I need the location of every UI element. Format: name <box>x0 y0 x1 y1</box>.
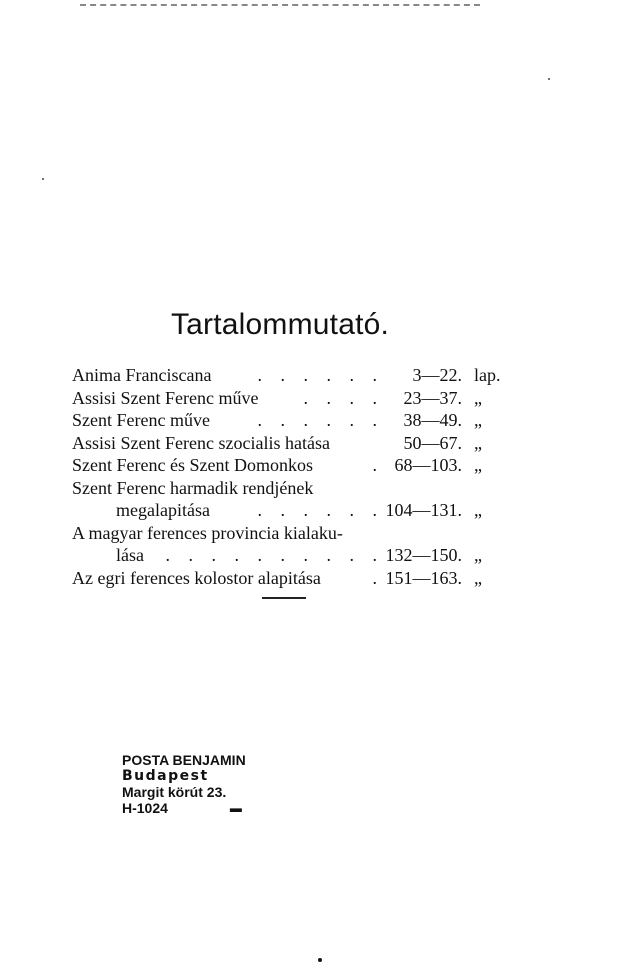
toc-entry <box>72 432 512 455</box>
stamp-city: Budapest <box>122 768 209 784</box>
toc-leader-dots: . . . . . . <box>257 410 384 430</box>
toc-entry-title: Anima Franciscana <box>72 365 212 385</box>
toc-entry-title-continued: lása <box>116 545 144 565</box>
toc-ditto-mark: „ <box>474 545 482 565</box>
toc-entry <box>72 567 512 590</box>
page-title: Tartalommutató. <box>170 308 390 341</box>
toc-page-range: 3—22. <box>412 365 462 385</box>
top-edge-rule <box>80 4 480 6</box>
toc-entry <box>72 409 512 432</box>
toc-entry-continuation <box>72 544 512 567</box>
stamp-zip-row <box>122 800 246 816</box>
toc-ditto-mark: „ <box>474 455 482 475</box>
toc-page-range: 38—49. <box>403 410 462 430</box>
toc-entry <box>72 477 512 500</box>
table-of-contents <box>72 364 512 589</box>
toc-entry-title: Szent Ferenc és Szent Domonkos <box>72 455 313 475</box>
toc-leader-dots: . . . . . . <box>257 500 384 520</box>
toc-entry-title: Assisi Szent Ferenc szocialis hatása <box>72 432 330 453</box>
toc-leader-dots: . . . . . . <box>257 365 384 385</box>
toc-entry-title: Assisi Szent Ferenc műve <box>72 387 259 408</box>
toc-page-range: 23—37. <box>403 387 462 408</box>
toc-page-unit: lap. <box>474 365 501 385</box>
toc-ditto-mark: „ <box>474 500 482 520</box>
stamp-street: Margit körút 23. <box>122 784 227 800</box>
page-dot-mark <box>318 958 322 962</box>
toc-page-range: 68—103. <box>394 455 462 475</box>
toc-ditto-mark: „ <box>474 410 482 430</box>
toc-page-range: 151—163. <box>385 567 462 588</box>
toc-page-range: 104—131. <box>385 500 462 520</box>
toc-leader-dots: . . . . . . . . . . <box>165 545 384 565</box>
toc-entry <box>72 364 512 387</box>
toc-page-range: 50—67. <box>403 432 462 453</box>
stamp-mark: ▬ <box>229 801 242 815</box>
stamp-publisher: POSTA BENJAMIN <box>122 752 246 768</box>
toc-entry-continuation <box>72 499 512 522</box>
toc-entry-title: Szent Ferenc műve <box>72 410 210 430</box>
stamp-zip: H-1024 <box>122 800 168 816</box>
toc-entry <box>72 522 512 545</box>
toc-leader-dots: . . . . <box>303 387 384 408</box>
toc-entry-title-continued: megalapitása <box>116 500 210 520</box>
toc-entry <box>72 454 512 477</box>
toc-ditto-mark: „ <box>474 567 482 588</box>
toc-ditto-mark: „ <box>474 432 482 453</box>
toc-leader-dots: . <box>372 567 384 588</box>
toc-entry <box>72 387 512 410</box>
toc-leader-dots: . <box>372 455 384 475</box>
toc-entry-title: Szent Ferenc harmadik rendjének <box>72 477 314 498</box>
toc-entry-title: Az egri ferences kolostor alapitása <box>72 567 321 588</box>
toc-ditto-mark: „ <box>474 387 482 408</box>
toc-page-range: 132—150. <box>385 545 462 565</box>
library-stamp <box>122 752 246 816</box>
paper-speck <box>42 178 44 180</box>
toc-entry-title: A magyar ferences provincia kialaku- <box>72 522 343 543</box>
section-divider <box>262 597 306 599</box>
paper-speck <box>548 78 550 80</box>
